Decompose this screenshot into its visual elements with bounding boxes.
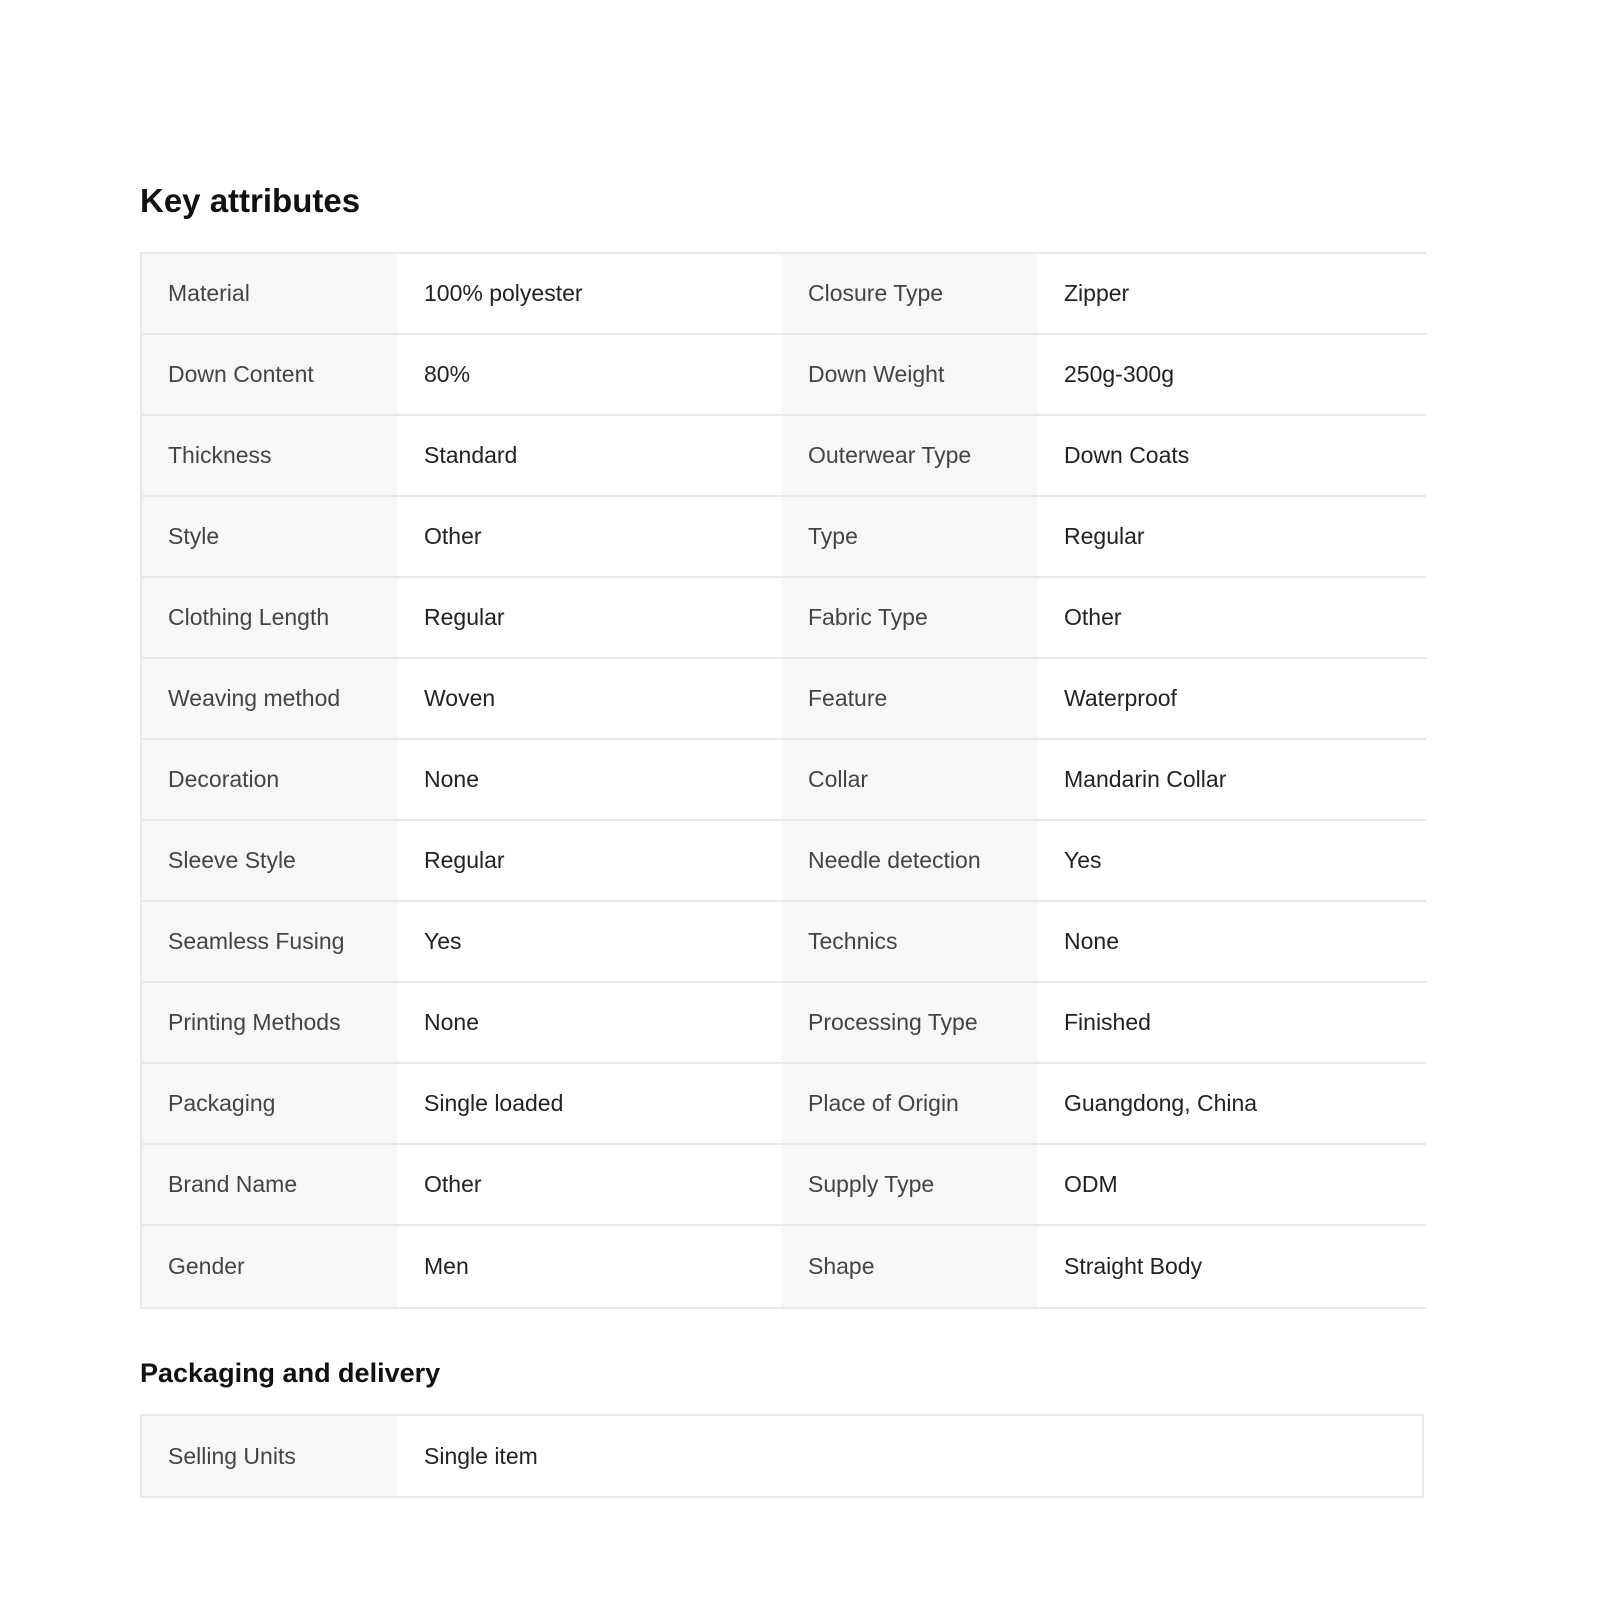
attribute-label: Seamless Fusing: [142, 902, 398, 981]
attribute-value: None: [398, 740, 782, 819]
attribute-value: Woven: [398, 659, 782, 738]
attribute-value: Single loaded: [398, 1064, 782, 1143]
attribute-value: Yes: [1038, 821, 1424, 900]
attribute-value: Yes: [398, 902, 782, 981]
attribute-label: Weaving method: [142, 659, 398, 738]
table-row: [142, 1145, 1426, 1226]
attribute-label: Outerwear Type: [782, 416, 1038, 495]
attribute-value: Mandarin Collar: [1038, 740, 1424, 819]
attribute-label: Sleeve Style: [142, 821, 398, 900]
attribute-label: Place of Origin: [782, 1064, 1038, 1143]
attribute-label: Needle detection: [782, 821, 1038, 900]
attribute-label: Material: [142, 254, 398, 333]
table-row: [142, 1226, 1426, 1307]
attribute-label: Technics: [782, 902, 1038, 981]
selling-units-value: Single item: [398, 1416, 1422, 1496]
attribute-label: Closure Type: [782, 254, 1038, 333]
key-attributes-table: [140, 252, 1426, 1309]
attribute-value: Finished: [1038, 983, 1424, 1062]
attribute-label: Thickness: [142, 416, 398, 495]
table-row: [142, 497, 1426, 578]
table-row: [142, 1064, 1426, 1145]
attribute-value: Regular: [1038, 497, 1424, 576]
attribute-label: Type: [782, 497, 1038, 576]
table-row: [142, 902, 1426, 983]
table-row: [142, 740, 1426, 821]
attribute-value: ODM: [1038, 1145, 1424, 1224]
attribute-value: Standard: [398, 416, 782, 495]
attribute-value: Other: [1038, 578, 1424, 657]
attribute-label: Brand Name: [142, 1145, 398, 1224]
attribute-label: Down Content: [142, 335, 398, 414]
attribute-value: 80%: [398, 335, 782, 414]
attribute-value: Guangdong, China: [1038, 1064, 1424, 1143]
table-row: [142, 578, 1426, 659]
table-row: [142, 821, 1426, 902]
attribute-label: Clothing Length: [142, 578, 398, 657]
attribute-value: None: [398, 983, 782, 1062]
attribute-label: Processing Type: [782, 983, 1038, 1062]
attribute-value: None: [1038, 902, 1424, 981]
attribute-value: 250g-300g: [1038, 335, 1424, 414]
key-attributes-heading: Key attributes: [140, 182, 361, 219]
table-row: [142, 254, 1426, 335]
attribute-value: Down Coats: [1038, 416, 1424, 495]
attribute-value: Straight Body: [1038, 1226, 1424, 1307]
attribute-label: Printing Methods: [142, 983, 398, 1062]
attribute-label: Shape: [782, 1226, 1038, 1307]
table-row: [142, 335, 1426, 416]
attribute-value: Other: [398, 1145, 782, 1224]
attribute-value: Other: [398, 497, 782, 576]
selling-units-label: Selling Units: [142, 1416, 398, 1496]
attribute-label: Fabric Type: [782, 578, 1038, 657]
attribute-value: Waterproof: [1038, 659, 1424, 738]
attribute-value: Regular: [398, 821, 782, 900]
table-row: [142, 983, 1426, 1064]
attribute-label: Supply Type: [782, 1145, 1038, 1224]
attribute-label: Decoration: [142, 740, 398, 819]
attribute-label: Style: [142, 497, 398, 576]
attribute-label: Feature: [782, 659, 1038, 738]
attribute-value: Regular: [398, 578, 782, 657]
packaging-delivery-table: [140, 1414, 1424, 1498]
table-row: [142, 659, 1426, 740]
attribute-label: Packaging: [142, 1064, 398, 1143]
attribute-label: Down Weight: [782, 335, 1038, 414]
attribute-label: Gender: [142, 1226, 398, 1307]
table-row: [142, 416, 1426, 497]
attribute-value: Zipper: [1038, 254, 1424, 333]
attribute-label: Collar: [782, 740, 1038, 819]
attribute-value: 100% polyester: [398, 254, 782, 333]
packaging-delivery-heading: Packaging and delivery: [140, 1358, 441, 1388]
attribute-value: Men: [398, 1226, 782, 1307]
